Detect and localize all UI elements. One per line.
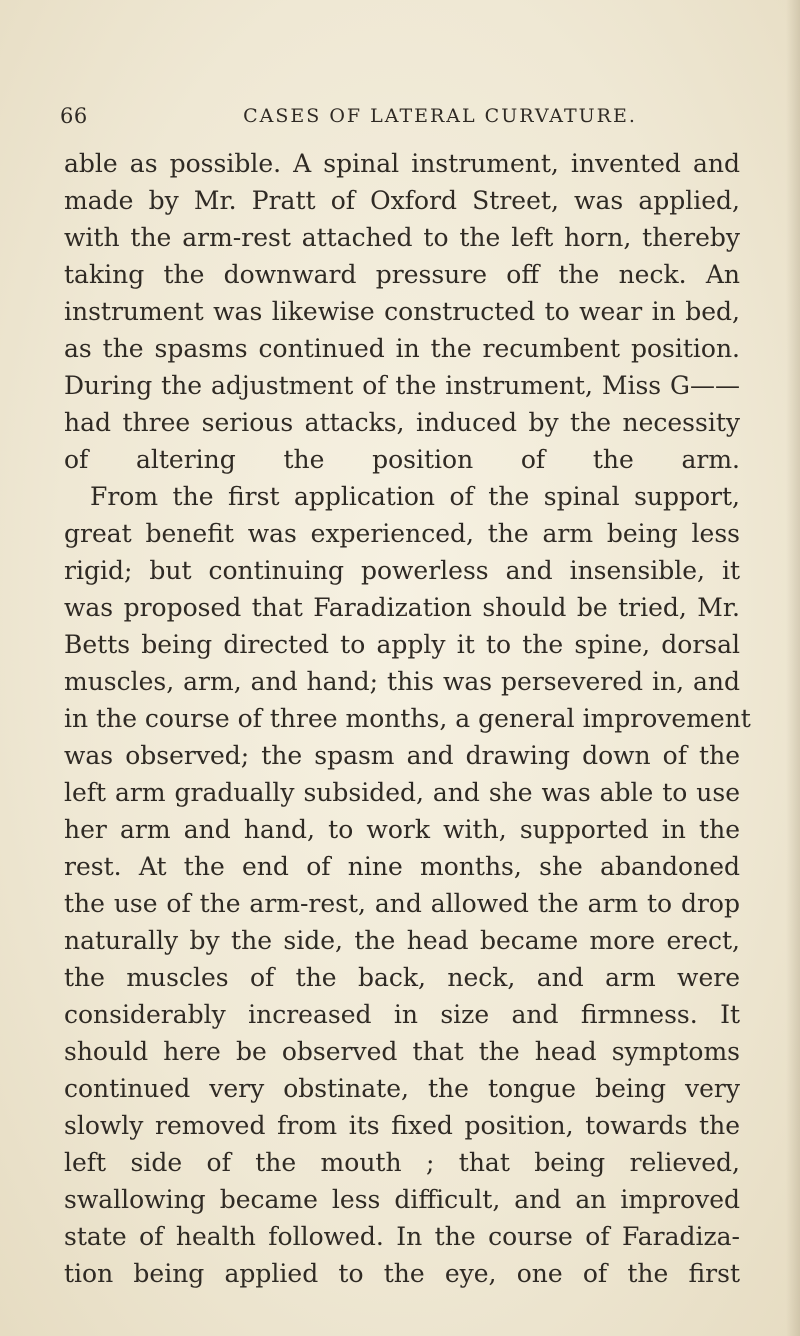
text-line: the use of the arm-rest, and allowed the arm to drop bbox=[64, 889, 740, 918]
text-line: muscles, arm, and hand; this was persevered in, and bbox=[64, 667, 740, 696]
text-line: tion being applied to the eye, one of the first bbox=[64, 1259, 740, 1288]
text-line: left arm gradually subsided, and she was able to use bbox=[64, 778, 740, 807]
text-line: of altering the position of the arm. bbox=[64, 445, 740, 474]
text-line: her arm and hand, to work with, supported in the bbox=[64, 815, 740, 844]
page-number: 66 bbox=[60, 104, 88, 128]
text-line: in the course of three months, a general improvement bbox=[64, 704, 751, 733]
running-title: CASES OF LATERAL CURVATURE. bbox=[243, 105, 637, 127]
text-line: as the spasms continued in the recumbent position. bbox=[64, 334, 740, 363]
text-line: continued very obstinate, the tongue being very bbox=[64, 1074, 740, 1103]
text-line: left side of the mouth ; that being relieved, bbox=[64, 1148, 740, 1177]
text-line: rest. At the end of nine months, she abandoned bbox=[64, 852, 740, 881]
page-edge-shadow bbox=[786, 0, 800, 1336]
page-header bbox=[60, 104, 760, 138]
text-line: slowly removed from its fixed position, towards the bbox=[64, 1111, 740, 1140]
text-line: From the first application of the spinal support, bbox=[90, 482, 740, 511]
text-line: had three serious attacks, induced by the necessity bbox=[64, 408, 740, 437]
text-line: with the arm-rest attached to the left horn, thereby bbox=[64, 223, 740, 252]
text-line: the muscles of the back, neck, and arm were bbox=[64, 963, 740, 992]
text-line: instrument was likewise constructed to wear in bed, bbox=[64, 297, 740, 326]
text-line: should here be observed that the head symptoms bbox=[64, 1037, 740, 1066]
text-line: naturally by the side, the head became more erect, bbox=[64, 926, 740, 955]
body-text bbox=[64, 145, 751, 1292]
text-line: rigid; but continuing powerless and insensible, it bbox=[64, 556, 740, 585]
text-line: was observed; the spasm and drawing down of the bbox=[64, 741, 740, 770]
text-line: During the adjustment of the instrument, Miss G—— bbox=[64, 371, 740, 400]
text-line: made by Mr. Pratt of Oxford Street, was applied, bbox=[64, 186, 740, 215]
text-line: great benefit was experienced, the arm being less bbox=[64, 519, 740, 548]
text-line: state of health followed. In the course of Faradiza- bbox=[64, 1222, 740, 1251]
text-line: taking the downward pressure off the neck. An bbox=[64, 260, 740, 289]
text-line: Betts being directed to apply it to the spine, dorsal bbox=[64, 630, 740, 659]
text-line: considerably increased in size and firmness. It bbox=[64, 1000, 740, 1029]
text-line: swallowing became less difficult, and an improved bbox=[64, 1185, 740, 1214]
text-line: was proposed that Faradization should be tried, Mr. bbox=[64, 593, 740, 622]
text-line: able as possible. A spinal instrument, invented and bbox=[64, 149, 740, 178]
